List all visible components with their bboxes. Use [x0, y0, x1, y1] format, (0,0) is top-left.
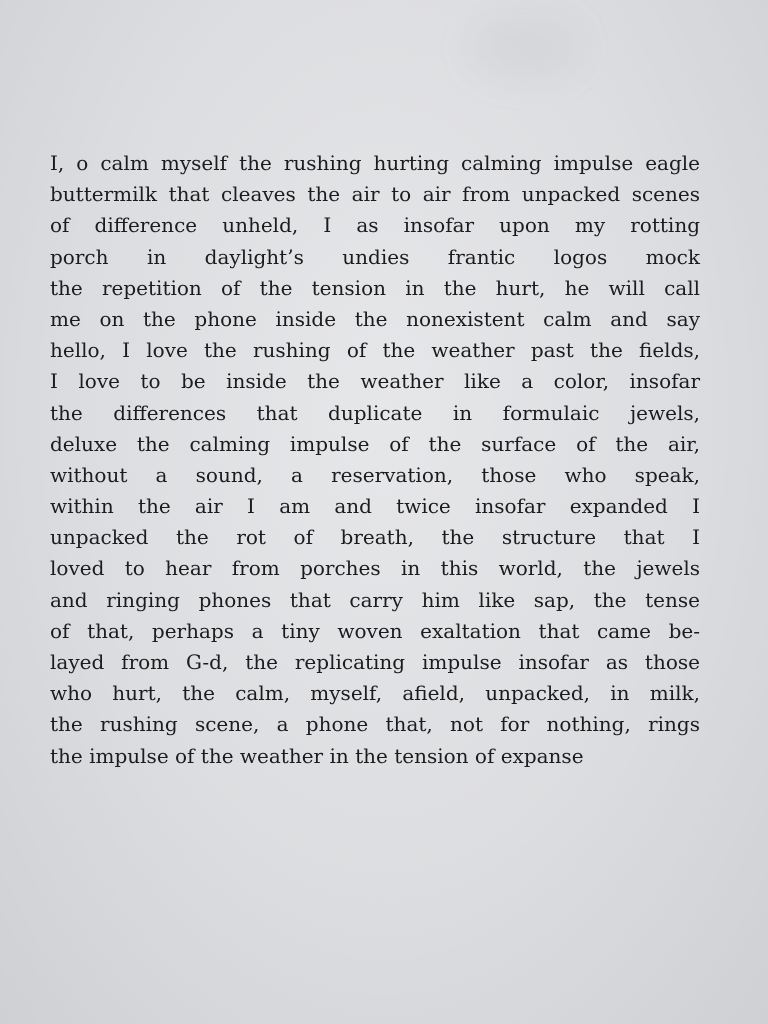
poem-line: of difference unheld, I as insofar upon my rotting — [50, 213, 700, 238]
paper-shadow — [470, 18, 580, 78]
poem-line: the repetition of the tension in the hurt, he will call — [50, 275, 700, 300]
poem-line: and ringing phones that carry him like sap, the tense — [50, 587, 700, 612]
poem-line: the rushing scene, a phone that, not for nothing, rings — [50, 712, 700, 737]
poem-line: porch in daylight’s undies frantic logos mock — [50, 244, 700, 269]
poem-line: loved to hear from porches in this world, the jewels — [50, 556, 700, 581]
poem-line: buttermilk that cleaves the air to air from unpacked scenes — [50, 182, 700, 207]
poem-line: I love to be inside the weather like a color, insofar — [50, 369, 700, 394]
poem-line: without a sound, a reservation, those who speak, — [50, 462, 700, 487]
poem-line: within the air I am and twice insofar expanded I — [50, 494, 700, 519]
poem-line: unpacked the rot of breath, the structure that I — [50, 525, 700, 550]
poem-line: who hurt, the calm, myself, afield, unpacked, in milk, — [50, 681, 700, 706]
poem-line: deluxe the calming impulse of the surface of the air, — [50, 431, 700, 456]
poem-line: layed from G-d, the replicating impulse insofar as those — [50, 650, 700, 674]
poem-line: the impulse of the weather in the tension of expanse — [50, 743, 584, 768]
poem-line: me on the phone inside the nonexistent calm and say — [50, 306, 700, 331]
poem-text-block — [50, 148, 700, 772]
poem-line: hello, I love the rushing of the weather past the fields, — [50, 338, 700, 363]
poem-line: I, o calm myself the rushing hurting calming impulse eagle — [50, 151, 700, 175]
poem-line: of that, perhaps a tiny woven exaltation that came be- — [50, 618, 700, 643]
poem-line: the differences that duplicate in formulaic jewels, — [50, 400, 700, 425]
